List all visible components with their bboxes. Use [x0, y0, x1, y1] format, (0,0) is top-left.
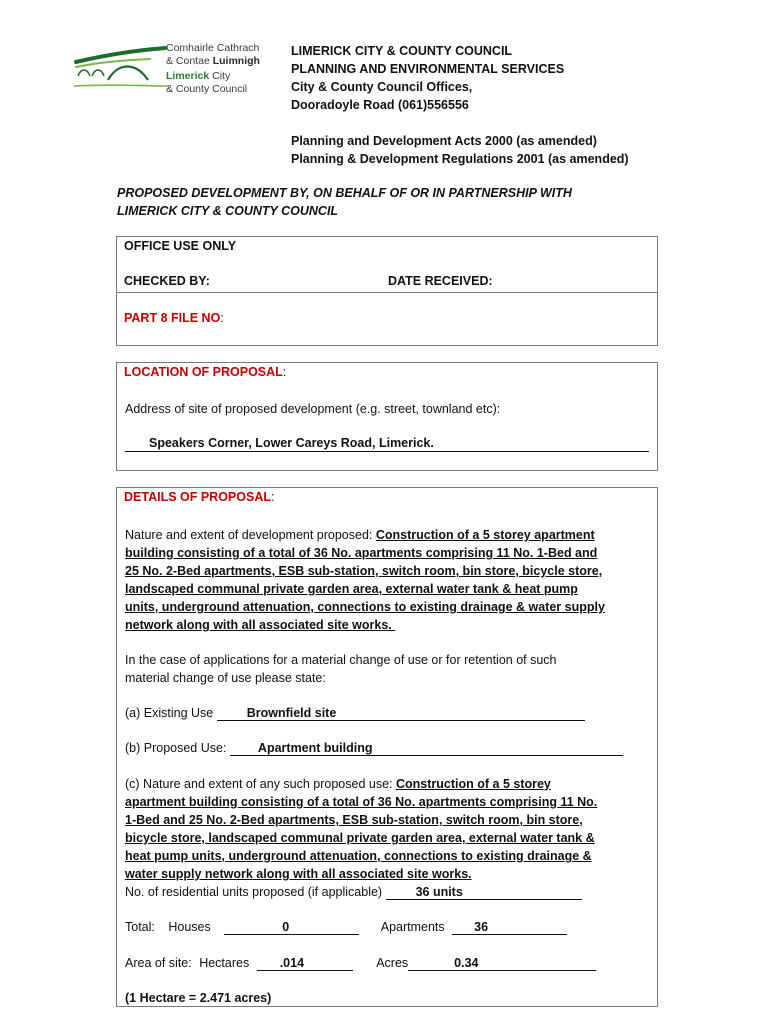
nature-of-use	[125, 775, 655, 901]
details-box	[116, 487, 658, 1007]
nature-value-1: building consisting of a total of 36 No. apartments comprising 11 No. 1-Bed and	[125, 546, 598, 560]
address-value: Speakers Corner, Lower Careys Road, Limerick.	[149, 436, 434, 450]
form-title-line2: LIMERICK CITY & COUNTY COUNCIL	[117, 204, 339, 218]
hectares-label: Hectares	[199, 956, 250, 970]
nature-value-4: units, underground attenuation, connections to existing drainage & water supply	[125, 600, 605, 614]
nature-c-value-3: bicycle store, landscaped communal private garden area, external water tank &	[125, 831, 595, 845]
units-row	[125, 883, 655, 901]
nature-of-development	[125, 526, 655, 634]
area-row	[125, 954, 655, 972]
form-title-line1: PROPOSED DEVELOPMENT BY, ON BEHALF OF OR IN PARTNERSHIP WITH	[117, 186, 572, 200]
acres-value: 0.34	[408, 956, 596, 971]
nature-c-value-2: 1-Bed and 25 No. 2-Bed apartments, ESB sub-station, switch room, bin store,	[125, 813, 583, 827]
logo-water	[74, 85, 168, 86]
header-offices: City & County Council Offices,	[291, 80, 473, 94]
location-heading-colon: :	[282, 365, 287, 379]
logo-irish-line2	[166, 55, 260, 68]
location-heading	[124, 365, 286, 379]
nature-value-5: network along with all associated site works.	[125, 618, 396, 632]
apartments-label: Apartments	[380, 920, 445, 934]
logo-irish-prefix: & Contae	[166, 54, 213, 67]
material-change-line2: material change of use please state:	[125, 671, 326, 685]
part8-file-no-label: PART 8 FILE NO	[124, 311, 221, 325]
logo-english-rest: City	[209, 70, 231, 82]
location-heading-label: LOCATION OF PROPOSAL	[124, 365, 283, 379]
nature-c-prompt: (c) Nature and extent of any such proposed use:	[125, 777, 396, 791]
header-address-phone: Dooradoyle Road (061)556556	[291, 98, 469, 112]
proposed-use-row	[125, 739, 623, 757]
nature-value-2: 25 No. 2-Bed apartments, ESB sub-station, switch room, bin store, bicycle store,	[125, 564, 603, 578]
material-change-note	[125, 651, 655, 687]
address-field	[125, 435, 649, 452]
area-label: Area of site:	[125, 956, 192, 970]
logo-irish-line1: Comhairle Cathrach	[166, 42, 260, 54]
logo-english-line1	[166, 70, 260, 83]
nature-line-0	[125, 526, 655, 544]
form-title	[117, 184, 677, 220]
existing-use-row	[125, 704, 585, 722]
proposed-use-label: (b) Proposed Use:	[125, 741, 230, 755]
logo-english-line2: & County Council	[166, 82, 248, 95]
office-use-heading: OFFICE USE ONLY	[124, 239, 237, 253]
houses-label: Houses	[168, 920, 211, 934]
header-regulations: Planning & Development Regulations 2001 (as amended)	[291, 152, 629, 166]
part8-file-no-colon: :	[220, 311, 224, 325]
hectares-value: .014	[257, 956, 353, 971]
location-box	[116, 362, 658, 471]
details-heading-label: DETAILS OF PROPOSAL	[124, 490, 271, 504]
header-department: PLANNING AND ENVIRONMENTAL SERVICES	[291, 62, 565, 76]
nature-prompt: Nature and extent of development proposed:	[125, 528, 376, 542]
material-change-line1: In the case of applications for a material change of use or for retention of such	[125, 653, 557, 667]
office-use-top-row	[117, 237, 657, 293]
date-received-label: DATE RECEIVED:	[388, 274, 493, 288]
total-row	[125, 918, 655, 936]
header-acts: Planning and Development Acts 2000 (as amended)	[291, 134, 597, 148]
part8-file-no	[124, 311, 224, 325]
units-label: No. of residential units proposed (if applicable)	[125, 885, 386, 899]
address-prompt: Address of site of proposed development (e.g. street, townland etc):	[125, 402, 501, 416]
total-label: Total:	[125, 920, 155, 934]
nature-value-0: Construction of a 5 storey apartment	[375, 528, 595, 542]
logo-text	[166, 42, 260, 95]
existing-use-label: (a) Existing Use	[125, 706, 217, 720]
header-council-name: LIMERICK CITY & COUNTY COUNCIL	[291, 44, 513, 58]
hectare-note: (1 Hectare = 2.471 acres)	[125, 991, 272, 1005]
details-heading-colon: :	[271, 490, 275, 504]
details-heading	[124, 490, 274, 504]
nature-c-line-0	[125, 775, 655, 793]
units-value: 36 units	[386, 885, 582, 900]
acres-label: Acres	[376, 956, 409, 970]
logo-irish-bold: Luimnigh	[212, 54, 260, 67]
nature-c-value-4: heat pump units, underground attenuation, connections to existing drainage &	[125, 849, 592, 863]
apartments-value: 36	[452, 920, 567, 935]
proposed-use-value: Apartment building	[230, 741, 623, 756]
existing-use-value: Brownfield site	[217, 706, 585, 721]
nature-c-value-0: Construction of a 5 storey	[396, 777, 551, 791]
checked-by-label: CHECKED BY:	[124, 274, 210, 288]
logo-arch-1	[78, 70, 90, 76]
houses-value: 0	[224, 920, 359, 935]
nature-c-value-5: water supply network along with all associated site works.	[125, 867, 472, 881]
logo-english-bold: Limerick	[166, 70, 210, 82]
office-use-box	[116, 236, 658, 346]
council-header	[291, 42, 629, 168]
logo-arch-2	[92, 70, 104, 76]
nature-value-3: landscaped communal private garden area, external water tank & heat pump	[125, 582, 578, 596]
nature-c-value-1: apartment building consisting of a total of 36 No. apartments comprising 11 No.	[125, 795, 598, 809]
logo-arch-big	[108, 67, 148, 81]
